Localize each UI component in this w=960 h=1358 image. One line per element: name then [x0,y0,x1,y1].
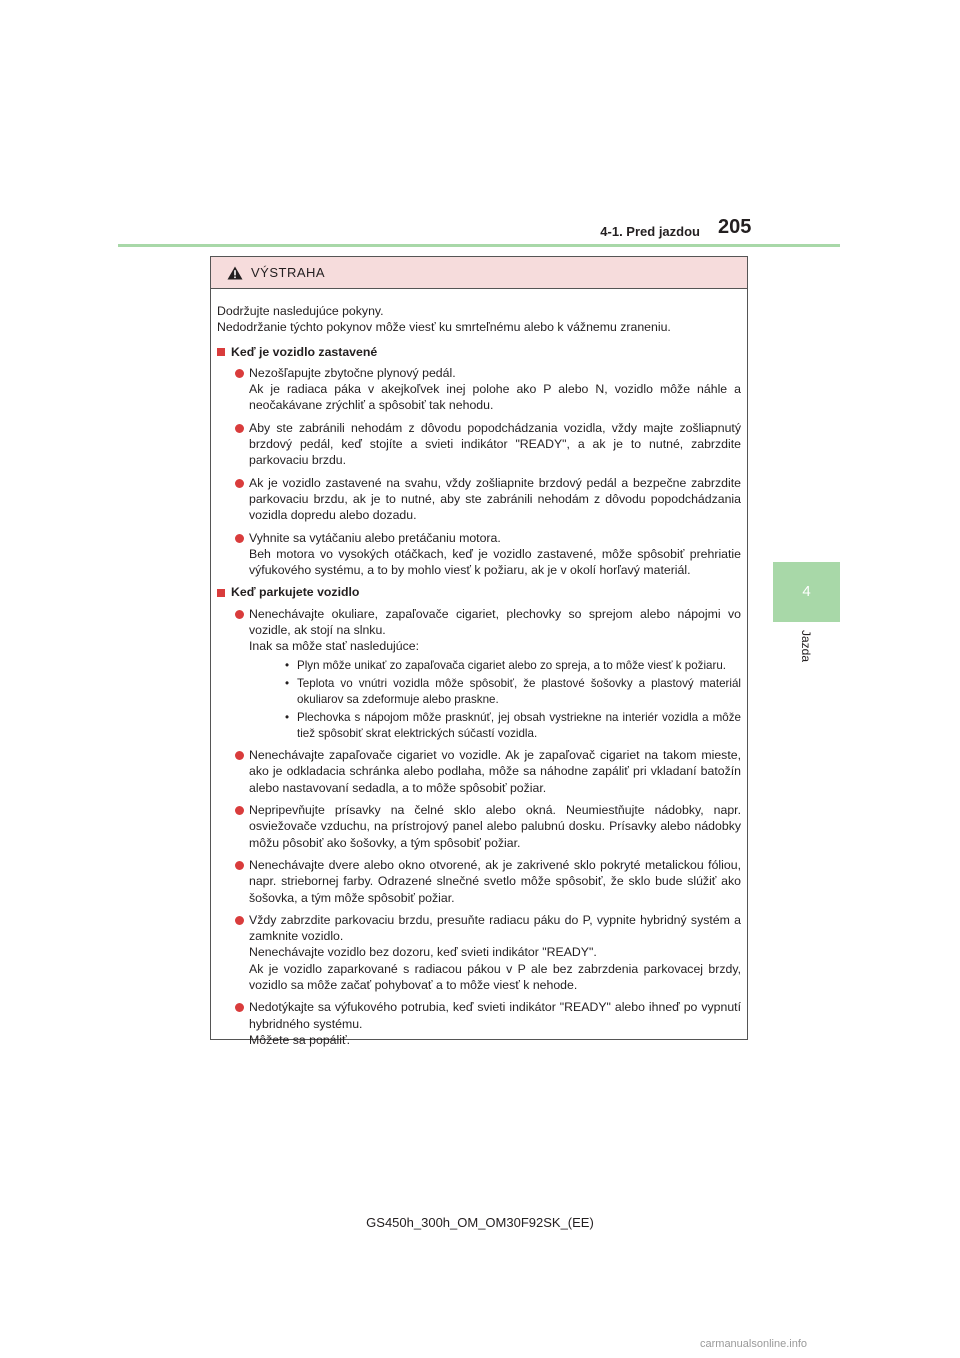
warning-body [211,289,747,1048]
page-number: 205 [718,216,752,238]
circle-bullet-icon [235,369,244,378]
list-item [217,747,741,796]
header-divider [118,244,840,247]
sub-list-item [249,658,741,674]
list-item-text: Nezošľapujte zbytočne plynový pedál. Ak je radiaca páka v akejkoľvek inej polohe ako P alebo N, vozidlo môže náhle a neočakávane zrýchliť a spôsobiť tak nehodu. [249,365,741,413]
manual-code: GS450h_300h_OM_OM30F92SK_(EE) [366,1215,594,1230]
chapter-label-text: Jazda [799,630,813,663]
list-item-text: Nenechávajte dvere alebo okno otvorené, ak je zakrivené sklo pokryté metalickou fóliou, napr. striebornej farby. Odrazené slnečné svetlo môže spôsobiť, že sklo bude slúžiť ako šošovka, a tým môže spôsobiť požiar. [249,857,741,905]
dot-bullet-icon: • [285,711,290,725]
circle-bullet-icon [235,1003,244,1012]
circle-bullet-icon [235,806,244,815]
circle-bullet-icon [235,479,244,488]
square-bullet-icon [217,348,225,356]
list-item-text: Vždy zabrzdite parkovaciu brzdu, presuňte radiacu páku do P, vypnite hybridný systém a zamknite vozidlo. Nenechávajte vozidlo bez dozoru, keď svieti indikátor "READY". Ak je vozidlo zaparkované s radiacou pákou v P ale bez zabrzdenia parkovacej brzdy, vozidlo sa môže začať pohybovať a to môže viesť k nehode. [249,912,741,992]
list-item-text: Nepripevňujte prísavky na čelné sklo alebo okná. Neumiestňujte nádobky, napr. osviežovače vzduchu, na prístrojový panel alebo palubnú dosku. Prísavky alebo nádobky môžu pôsobiť ako šošovky, a tým spôsobiť požiar. [249,803,741,850]
warning-box [210,256,748,1047]
list-item-text: Nedotýkajte sa výfukového potrubia, keď svieti indikátor "READY" alebo ihneď po vypnutí hybridného systému. Môžete sa popáliť. [249,1000,741,1047]
list-item-text: Vyhnite sa vytáčaniu alebo pretáčaniu motora. Beh motora vo vysokých otáčkach, keď je vozidlo zastavené, môže spôsobiť prehriatie výfukového systému, a to by mohlo viesť k požiaru, ak je v okolí horľavý materiál. [249,530,741,578]
circle-bullet-icon [235,916,244,925]
section-heading [217,344,741,360]
list-item-text: Nenechávajte zapaľovače cigariet vo vozidle. Ak je zapaľovač cigariet na takom mieste, ako je odkladacia schránka alebo podlaha, môže sa náhodne zapáliť pri vkladaní batožín alebo nastavovaní sedadla, a to môže spôsobiť požiar. [249,748,741,795]
warning-header [211,257,747,289]
intro-line: Dodržujte nasledujúce pokyny. [217,304,384,318]
list-item [217,530,741,579]
chapter-tab-label [773,622,840,702]
intro-line: Nedodržanie týchto pokynov môže viesť ku smrteľnému alebo k vážnemu zraneniu. [217,320,671,335]
sub-list-item-text: Teplota vo vnútri vozidla môže spôsobiť, že plastové šošovky a plastový materiál okuliarov sa zdeformuje alebo praskne. [297,677,741,706]
sub-list-item-text: Plechovka s nápojom môže prasknúť, jej obsah vystriekne na interiér vozidla a môže tiež spôsobiť skrat elektrických súčastí vozidla. [297,711,741,740]
watermark: carmanualsonline.info [700,1338,808,1350]
circle-bullet-icon [235,861,244,870]
list-item [217,420,741,469]
section-heading [217,584,741,600]
list-item [217,912,741,993]
section-heading-text: Keď je vozidlo zastavené [231,344,378,359]
sub-list-item [249,676,741,707]
dot-bullet-icon: • [285,658,290,672]
list-item [217,802,741,851]
section-heading-text: Keď parkujete vozidlo [231,585,360,600]
list-item-text: Ak je vozidlo zastavené na svahu, vždy zošliapnite brzdový pedál a bezpečne zabrzdite parkovaciu brzdu, ak je to nutné, aby ste zabránili nehodám z dôvodu popodchádzania vozidla dopredu alebo dozadu. [249,475,741,523]
circle-bullet-icon [235,610,244,619]
circle-bullet-icon [235,751,244,760]
list-item [217,606,741,741]
list-item [217,475,741,524]
list-item [217,365,741,414]
warning-triangle-icon [227,266,243,280]
list-item [217,857,741,906]
sub-list-item-text: Plyn môže unikať zo zapaľovača cigariet alebo zo spreja, a to môže viesť k požiaru. [297,658,727,672]
section-title: 4-1. Pred jazdou [600,224,700,239]
circle-bullet-icon [235,534,244,543]
warning-title: VÝSTRAHA [251,265,326,280]
circle-bullet-icon [235,424,244,433]
list-item-text: Nenechávajte okuliare, zapaľovače cigariet, plechovky so sprejom alebo nápojmi vo vozidle, ak stojí na slnku. Inak sa môže stať nasledujúce: [249,606,741,654]
list-item [217,999,741,1048]
sub-list-item [249,710,741,741]
chapter-tab-number: 4 [773,562,840,622]
list-item-text: Aby ste zabránili nehodám z dôvodu popodchádzania vozidla, vždy majte zošliapnutý brzdový pedál, keď stojíte a svieti indikátor "READY", a ak je to nutné, zabrzdite parkovaciu brzdu. [249,420,741,468]
square-bullet-icon [217,589,225,597]
dot-bullet-icon: • [285,677,290,691]
warning-intro [217,303,741,336]
